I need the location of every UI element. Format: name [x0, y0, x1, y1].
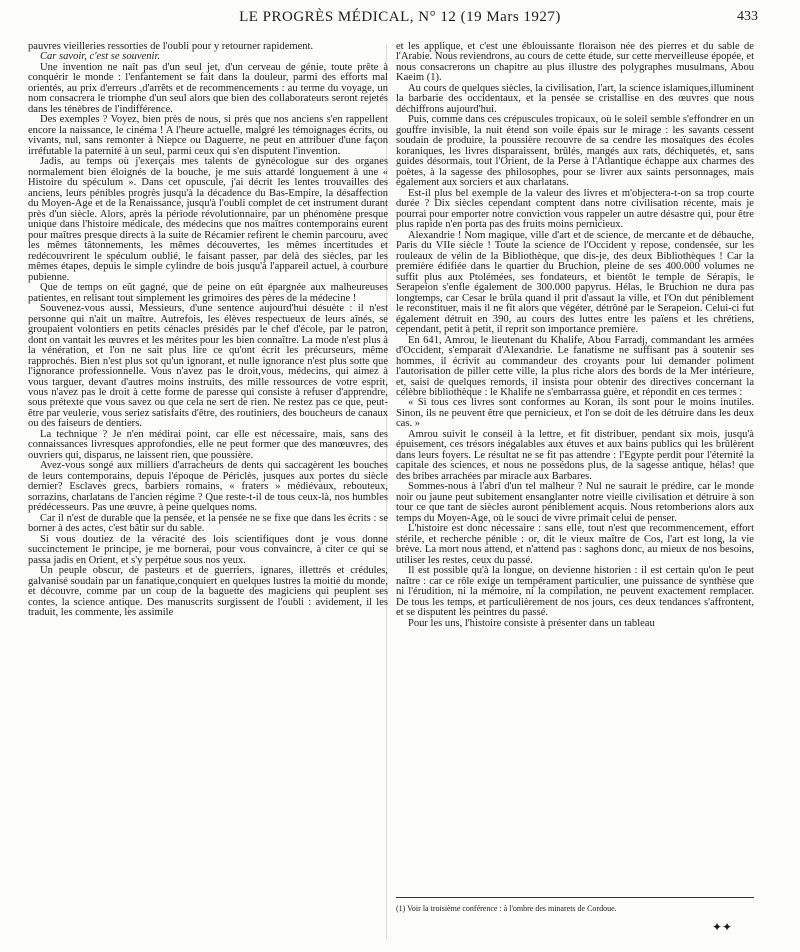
- paragraph: Au cours de quelques siècles, la civilisation, l'art, la science islamiques,illuminent la barbarie des occidentaux, et la pensée se cristallise en des œuvres que nous déchiffrons aujourd'hui.: [396, 82, 754, 115]
- left-column: [28, 42, 388, 942]
- running-header: [0, 6, 800, 28]
- paragraph: Est-il plus bel exemple de la valeur des livres et m'objectera-t-on sa trop courte durée ? Dix siècles cependant comptent dans notre civilisation récente, mais je pourrai pour emporter notre conviction vous rappeler un autre désastre qui, pour être plus rapide n'en porta pas des fruits moins pernicieux.: [396, 187, 754, 231]
- paragraph: Car savoir, c'est se souvenir.: [40, 51, 161, 63]
- paragraph: Des exemples ? Voyez, bien près de nous, si près que nos anciens s'en rappellent encore la naissance, le cinéma ! A l'heure actuelle, malgré les témoignages écrits, ou vivants, nul, sans remonter à Niepce ou Daguerre, ne peut en attribuer d'une façon irréfutable la paternité à un seul, parmi ceux qui s'en disputent l'invention.: [28, 114, 388, 157]
- paragraph: Amrou suivit le conseil à la lettre, et fit distribuer, pendant six mois, jusqu'à épuisement, ces trésors inégalables aux étuves et aux bains publics qui les brûlèrent dans leurs foyers. Le résultat ne se fit pas attendre : l'Egypte perdit pour l'éternité la capitale des sciences, et nous ne possédons plus, de la sagesse antique, hélas! que des bribes arrachées par miracle aux Barbares.: [396, 428, 754, 482]
- paragraph: Sommes-nous à l'abri d'un tel malheur ? Nul ne saurait le prédire, car le monde noir ou jaune peut subitement ensanglanter notre vieille civilisation et détruire à son tour ce que tant de siècles auront péniblement acquis. Nous retomberions alors aux temps du Moyen-Age, où le souci de vivre primait celui de penser.: [396, 481, 754, 524]
- paragraph: Jadis, au temps où j'exerçais mes talents de gynécologue sur des organes normalement bien éloignés de la bouche, je me suis attardé longuement à une « Histoire du spéculum ». Dans cet opuscule, j'ai décrit les lentes trouvailles des anciens, leurs pénibles progrès jusqu'à la décadence du Bas-Empire, la désaffection du Moyen-Age et de la Renaissance, jusqu'à l'oubli complet de cet instrument durant près d'un siècle. Alors, après la période révolutionnaire, par un phénomène presque unique dans l'histoire médicale, des médecins que nos maîtres contemporains eurent pour maîtres presque directs à la suite de Récamier refirent le chemin parcouru, avec les mêmes tâtonnements, les mêmes découvertes, les mêmes incertitudes et redécouvrirent le spéculum oublié, le faisant passer, par delà des siècles, par les mêmes étapes, depuis le simple cylindre de bois jusqu'à l'appareil actuel, à courbure pubienne.: [28, 156, 388, 283]
- footnote: (1) Voir la troisième conférence : à l'ombre des minarets de Cordoue.: [396, 904, 617, 913]
- paragraph: L'histoire est donc nécessaire : sans elle, tout n'est que recommencement, effort stérile, et recherche pénible : or, dit le vieux maître de Cos, l'art est long, la vie brève. La mort nous attend, et n'attend pas : saghons donc, au mieux de nos besoins, utiliser les restes, ceux du passé.: [396, 523, 754, 566]
- paragraph: et les applique, et c'est une éblouissante floraison née des pierres et du sable de l'Arabie. Nous reviendrons, au cours de cette étude, sur cette merveilleuse épopée, et nous consacrerons un chapitre au plus illustre des polygraphes musulmans, Abou Kaeim (1).: [396, 42, 754, 84]
- journal-title: LE PROGRÈS MÉDICAL, N° 12 (19 Mars 1927): [239, 9, 561, 25]
- paragraph: Pour les uns, l'histoire consiste à présenter dans un tableau: [408, 617, 655, 629]
- paragraph: Puis, comme dans ces crépuscules tropicaux, où le soleil semble s'effondrer en un gouffre invisible, la nuit étend son voile épais sur le mirage : les savants cessent soudain de produire, la poussière recouvre de sa cendre les mosaïques des écoles koraniques, les livres disparaissent, brûlés, mangés aux rats, déchiquetés, et, sans guides désormais, tout l'Orient, de la Perse à l'Atlantique échappe aux charmes des poètes, à la sagesse des philosophes, pour se livrer aux saints personnages, mais également aux sorciers et aux charlatans.: [396, 114, 754, 189]
- paragraph: Souvenez-vous aussi, Messieurs, d'une sentence aujourd'hui désuète : il n'est personne qui n'ait un maître. Autrefois, les élèves respectueux de leurs aînés, se groupaient volontiers en petits cénacles présidés par le chef d'école, par le patron, dont on vantait les œuvres et les mérites pour les bien connaître. La mode n'est plus à la vénération, et l'on ne sait plus lire ce qu'ont écrit les précurseurs, même rapprochés. Bien n'est plus sot qu'un ignorant, et nulle ignorance n'est plus sotte que l'ignorance professionnelle. Vous n'avez pas le droit,vous, médecins, qui aimez à vous targuer, devant d'autres moins instruits, des mille ressources de votre esprit, vous n'avez pas le droit à cette forme de paresse qui consiste à refuser d'apprendre, sous prétexte que vous savez ou que cela ne sert de rien. Ne restez pas ce que, peut-être par veulerie, vous seriez satisfaits d'être, des routiniers, des boucheurs de canaux ou des faiseurs de dentiers.: [28, 303, 388, 430]
- paragraph: Alexandrie ! Nom magique, ville d'art et de science, de mercante et de débauche, Paris du VIIe siècle ! Toute la science de l'Occident y repose, condensée, sur les rouleaux de vélin de la Bibliothèque, que dis-je, des deux Bibliothèques ! Car la première édifiée dans le quartier du Bruchion, pleine de ses 400.000 volumes ne suffit plus aux Ptolémées, ses fondateurs, et bientôt le temple de Sérapis, le Serapeion s'enfle également de 300.000 papyrus. Hélas, le Bruchion ne dura pas longtemps, car Cesar le brûla quand il prit d'assaut la ville, et l'On dut péniblement le reconstituer, mais il ne fit alors que végéter, détrôné par le Serapeion. Celui-ci fut également détruit en 390, au cours des luttes entre les païens et les chrétiens, cependant, petit à petit, il reprit son importance première.: [396, 229, 754, 336]
- paragraph: Avez-vous songé aux milliers d'arracheurs de dents qui saccagèrent les bouches de leurs contemporains, depuis l'époque de Périclès, jusques aux portes du siècle dernier? Esclaves grecs, barbiers romains, « fraters » médiévaux, rebouteux, sorrazins, charlatans de l'ancien régime ? Que reste-t-il de tous ceux-là, nos humbles prédécesseurs. Pas une œuvre, à peine quelques noms.: [28, 460, 388, 514]
- paragraph: pauvres vieilleries ressorties de l'oubli pour y retourner rapidement.: [28, 42, 314, 52]
- paragraph: Une invention ne naît pas d'un seul jet, d'un cerveau de génie, toute prête à conquérir le monde : l'enfantement se fait dans la douleur, parmi des efforts mal orientés, au prix d'erreurs ,d'arrêts et de recommencements : au terme du voyage, un nom consacrera le triomphe d'un seul alors que bien des collaborateurs seront rejetés dans les ténèbres de l'indifférence.: [28, 61, 388, 115]
- footnote-rule: [396, 897, 754, 898]
- paragraph: Si vous doutiez de la véracité des lois scientifiques dont je vous donne succinctement le principe, je me bornerai, pour vous convaincre, à citer ce qui se passa jadis en Orient, et s'y perpétue sous nos yeux.: [28, 533, 388, 566]
- paragraph: Que de temps on eût gagné, que de peine on eût épargnée aux malheureuses patientes, en relisant tout simplement les grimoires des pères de la médecine !: [28, 282, 388, 304]
- ornament-icon: ✦✦: [712, 920, 733, 934]
- page-number: 433: [737, 9, 758, 24]
- paragraph: Un peuple obscur, de pasteurs et de guerriers, ignares, illettrés et crédules, galvanisé soudain par un fanatique,conquiert en quelques lustres la moitié du monde, et découvre, comme par un coup de la baguette des magiciens qui peuplent ses contes, la science antique. Des manuscrits surgissent de l'oubli : avidement, il les traduit, les commente, les assimile: [28, 565, 388, 619]
- paragraph: La technique ? Je n'en médirai point, car elle est nécessaire, mais, sans des connaissances livresques approfondies, elle ne peut former que des manœuvres, des ouvriers qui, disparus, ne laissent rien, que poussière.: [28, 428, 388, 461]
- right-column: [396, 42, 754, 942]
- paragraph: Car il n'est de durable que la pensée, et la pensée ne se fixe que dans les écrits : se borner à des actes, c'est bâtir sur du sable.: [28, 512, 388, 535]
- paragraph: Il est possible qu'à la longue, on devienne historien : il est certain qu'on le peut naître : car ce rôle exige un tempérament particulier, une puissance de synthèse que ni l'érudition, ni la mémoire, ni la compilation, ne peuvent exactement remplacer. De tous les temps, et particulièrement de nos jours, ces deux tendances s'affrontent, et se disputent les peintres du passé.: [396, 565, 754, 619]
- paragraph: En 641, Amrou, le lieutenant du Khalife, Abou Farradj, commandant les armées d'Occident, s'emparait d'Alexandrie. Le fanatisme ne suffisant pas à soutenir ses hommes, il écrivit au commandeur des croyants pour lui demander poliment l'autorisation de piller cette ville, la plus riche alors des bords de la Mer intérieure, et, saisi de quelques remords, il insista pour obtenir des directives concernant la célèbre bibliothèque : le Khalife ne s'embarrassa guère, et répondit en ces termes :: [396, 334, 754, 398]
- paragraph: « Si tous ces livres sont conformes au Koran, ils sont pour le moins inutiles. Sinon, ils ne peuvent être que pernicieux, et l'on se doit de les détruire dans les deux cas. »: [396, 397, 754, 430]
